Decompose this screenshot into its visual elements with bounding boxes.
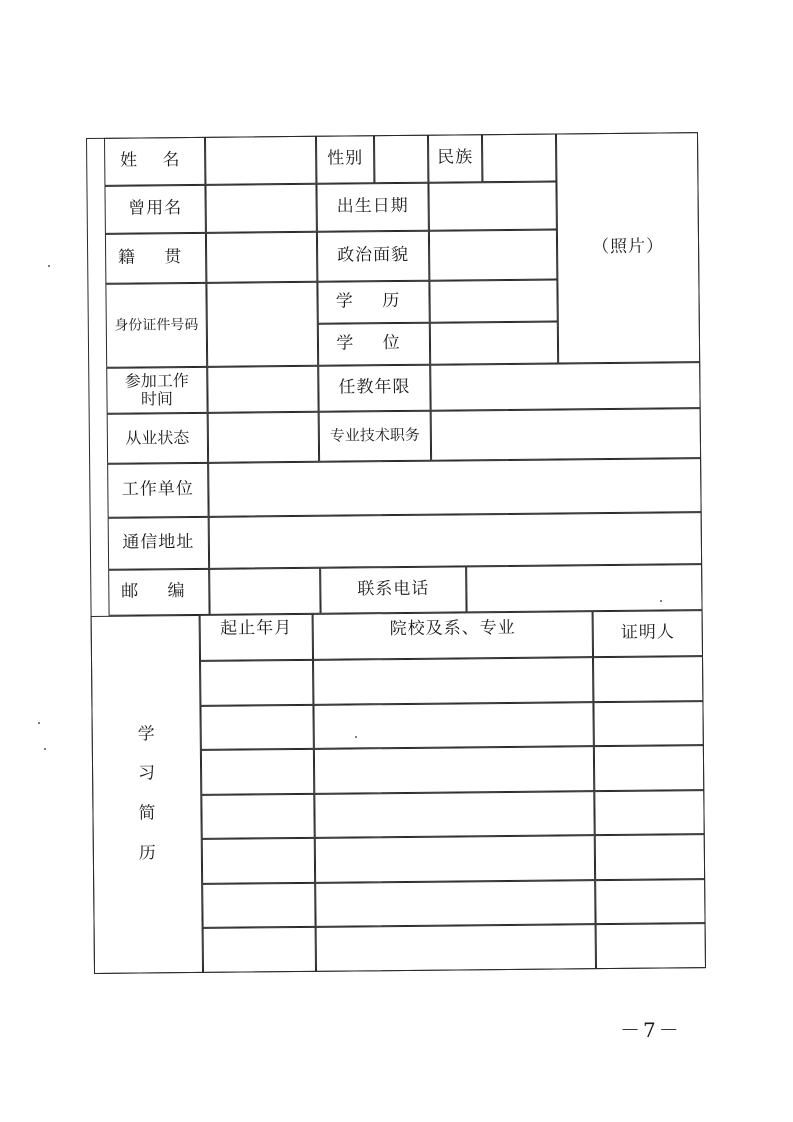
employment-status-label: 从业状态 [107, 413, 208, 464]
education-field[interactable] [429, 279, 557, 322]
scan-speck [48, 265, 50, 267]
study-school-cell[interactable] [315, 880, 595, 927]
scan-speck [38, 722, 40, 724]
study-period-cell[interactable] [202, 838, 315, 884]
work-start-label: 参加工作 时间 [106, 367, 207, 414]
phone-label: 联系电话 [320, 566, 466, 613]
study-witness-cell[interactable] [595, 834, 705, 880]
study-period-cell[interactable] [201, 794, 314, 840]
page-number: －7－ [620, 1018, 682, 1042]
degree-label: 学 位 [318, 323, 430, 366]
political-status-field[interactable] [429, 229, 557, 280]
id-number-field[interactable] [206, 282, 318, 367]
political-status-label: 政治面貌 [317, 231, 429, 282]
scan-speck [660, 600, 662, 602]
study-period-cell[interactable] [202, 883, 315, 929]
study-witness-cell[interactable] [593, 701, 703, 747]
study-witness-cell[interactable] [593, 656, 703, 702]
work-start-field[interactable] [207, 366, 318, 413]
employment-status-field[interactable] [208, 412, 319, 463]
study-history-char: 历 [138, 842, 156, 864]
study-witness-cell[interactable] [594, 790, 704, 836]
col-header-witness: 证明人 [593, 610, 703, 657]
id-number-label: 身份证件号码 [105, 283, 207, 368]
scan-speck [355, 736, 357, 738]
birth-date-field[interactable] [428, 181, 556, 230]
native-place-label: 籍 贯 [105, 233, 206, 284]
study-history-label [91, 615, 203, 974]
native-place-field[interactable] [206, 232, 317, 283]
study-period-cell[interactable] [200, 660, 313, 706]
personal-info-form [86, 132, 706, 974]
photo-box[interactable]: （照片） [556, 132, 700, 363]
ethnicity-field[interactable] [482, 133, 556, 182]
study-period-cell[interactable] [200, 704, 313, 750]
study-school-cell[interactable] [314, 746, 594, 793]
address-label: 通信地址 [108, 517, 209, 570]
postcode-field[interactable] [209, 568, 320, 615]
name-label: 姓 名 [104, 137, 205, 186]
name-field[interactable] [205, 136, 316, 185]
workplace-label: 工作单位 [107, 463, 209, 518]
workplace-field[interactable] [208, 458, 701, 517]
study-period-cell[interactable] [203, 927, 316, 973]
study-school-cell[interactable] [315, 835, 595, 882]
former-name-label: 曾用名 [104, 185, 205, 234]
study-school-cell[interactable] [313, 702, 593, 749]
ethnicity-label: 民族 [428, 134, 482, 183]
study-witness-cell[interactable] [596, 924, 706, 970]
phone-field[interactable] [466, 564, 702, 612]
study-history-char: 学 [137, 724, 155, 745]
study-school-cell[interactable] [316, 925, 596, 972]
professional-title-label: 专业技术职务 [319, 411, 431, 462]
professional-title-field[interactable] [431, 408, 701, 461]
study-school-cell[interactable] [314, 791, 594, 838]
gender-label: 性别 [316, 135, 374, 184]
study-school-cell[interactable] [313, 657, 593, 704]
postcode-label: 邮 编 [108, 569, 209, 616]
study-period-cell[interactable] [201, 749, 314, 795]
study-history-char: 简 [138, 803, 156, 824]
former-name-field[interactable] [205, 184, 316, 233]
col-header-school: 院校及系、专业 [313, 611, 593, 660]
gender-field[interactable] [374, 135, 428, 184]
scan-speck [44, 748, 46, 750]
study-history-char: 习 [138, 763, 156, 784]
education-label: 学 历 [317, 281, 429, 324]
teaching-years-field[interactable] [430, 362, 700, 411]
teaching-years-label: 任教年限 [318, 365, 430, 412]
birth-date-label: 出生日期 [316, 183, 428, 232]
col-header-period: 起止年月 [200, 614, 313, 661]
address-field[interactable] [209, 512, 702, 569]
study-witness-cell[interactable] [594, 745, 704, 791]
study-witness-cell[interactable] [595, 879, 705, 925]
degree-field[interactable] [430, 321, 558, 364]
